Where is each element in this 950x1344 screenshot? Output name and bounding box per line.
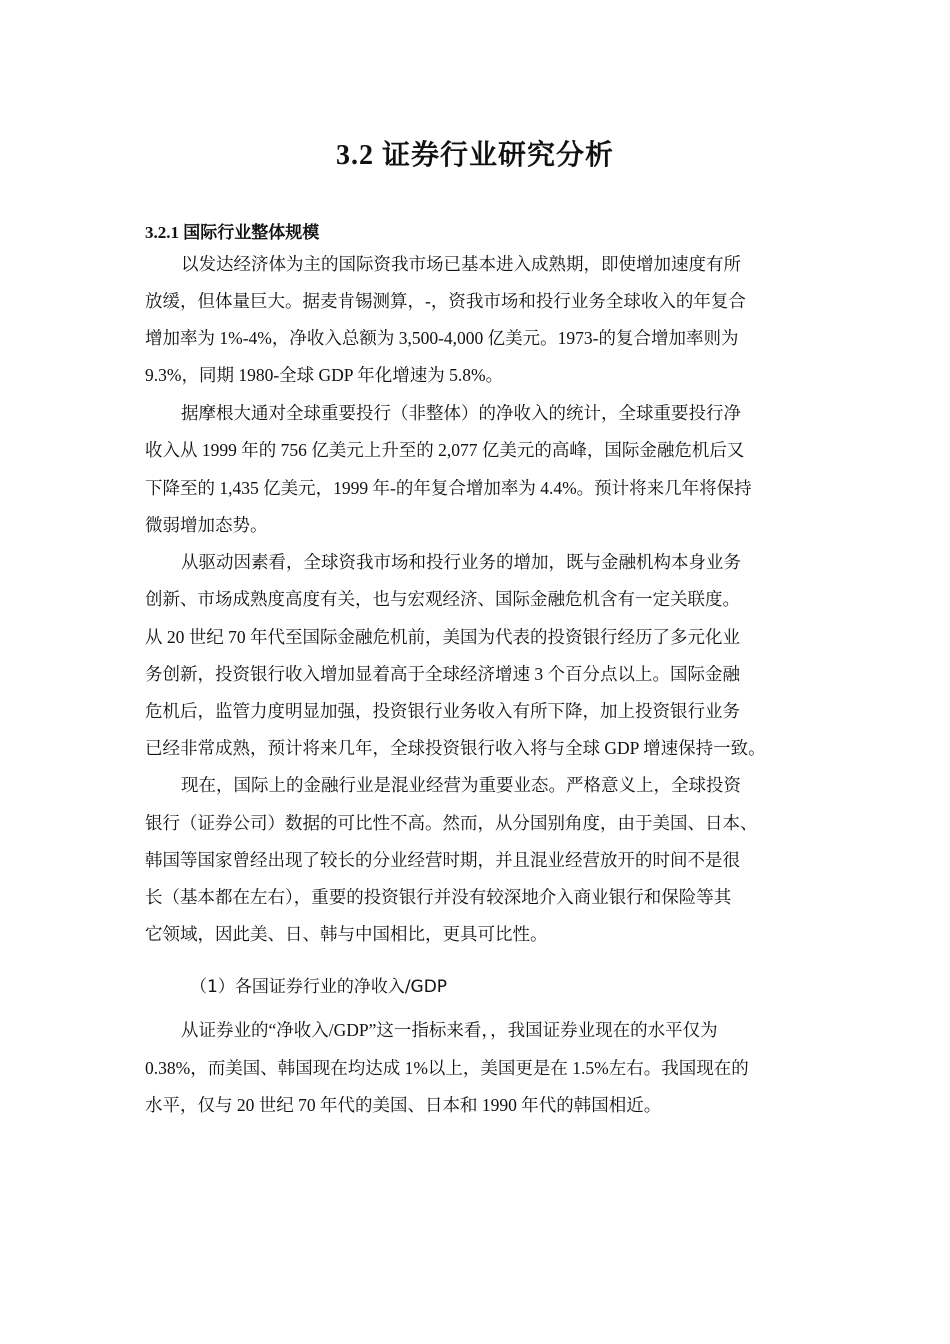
paragraph-line: 微弱增加态势。 — [145, 515, 268, 535]
paragraph-line: 水平，仅与 20 世纪 70 年代的美国、日本和 1990 年代的韩国相近。 — [145, 1095, 662, 1115]
page-title: 3.2 证券行业研究分析 — [335, 140, 614, 171]
paragraph-line: 下降至的 1,435 亿美元，1999 年-的年复合增加率为 4.4%。预计将来几年将保持 — [145, 478, 752, 498]
paragraph-line: 务创新，投资银行收入增加显着高于全球经济增速 3 个百分点以上。国际金融 — [145, 664, 740, 684]
paragraph-line: 从驱动因素看，全球资我市场和投行业务的增加，既与金融机构本身业务 — [181, 552, 741, 572]
paragraph-line: 9.3%，同期 1980-全球 GDP 年化增速为 5.8%。 — [145, 365, 504, 385]
paragraph-line: 收入从 1999 年的 756 亿美元上升至的 2,077 亿美元的高峰，国际金融危机后又 — [145, 440, 745, 460]
paragraph-line: 长（基本都在左右），重要的投资银行并没有较深地介入商业银行和保险等其 — [145, 887, 732, 907]
paragraph-line: 它领域，因此美、日、韩与中国相比，更具可比性。 — [145, 924, 548, 944]
paragraph-line: 银行（证券公司）数据的可比性不高。然而，从分国别角度，由于美国、日本、 — [145, 813, 758, 833]
paragraph-line: 从证券业的“净收入/GDP”这一指标来看，，我国证券业现在的水平仅为 — [181, 1020, 718, 1040]
paragraph-line: 韩国等国家曾经出现了较长的分业经营时期，并且混业经营放开的时间不是很 — [145, 850, 740, 870]
paragraph-line: 以发达经济体为主的国际资我市场已基本进入成熟期，即使增加速度有所 — [181, 254, 741, 274]
paragraph-line: 已经非常成熟，预计将来几年，全球投资银行收入将与全球 GDP 增速保持一致。 — [145, 738, 766, 758]
paragraph-line: 据摩根大通对全球重要投行（非整体）的净收入的统计，全球重要投行净 — [181, 403, 741, 423]
paragraph-line: 危机后，监管力度明显加强，投资银行业务收入有所下降，加上投资银行业务 — [145, 701, 740, 721]
paragraph-line: 创新、市场成熟度高度有关，也与宏观经济、国际金融危机含有一定关联度。 — [145, 589, 740, 609]
paragraph-line: 放缓，但体量巨大。据麦肯锡测算，-，资我市场和投行业务全球收入的年复合 — [145, 291, 746, 311]
paragraph-line: 现在，国际上的金融行业是混业经营为重要业态。严格意义上，全球投资 — [181, 775, 741, 795]
paragraph-line: 从 20 世纪 70 年代至国际金融危机前，美国为代表的投资银行经历了多元化业 — [145, 627, 740, 647]
paragraph-line: 增加率为 1%-4%，净收入总额为 3,500-4,000 亿美元。1973-的复合增加率则为 — [145, 328, 739, 348]
subsection-heading: （1）各国证券行业的净收入/GDP — [190, 977, 448, 997]
paragraph-line: 0.38%，而美国、韩国现在均达成 1%以上，美国更是在 1.5%左右。我国现在的 — [145, 1058, 749, 1078]
section-heading: 3.2.1 国际行业整体规模 — [145, 223, 320, 242]
